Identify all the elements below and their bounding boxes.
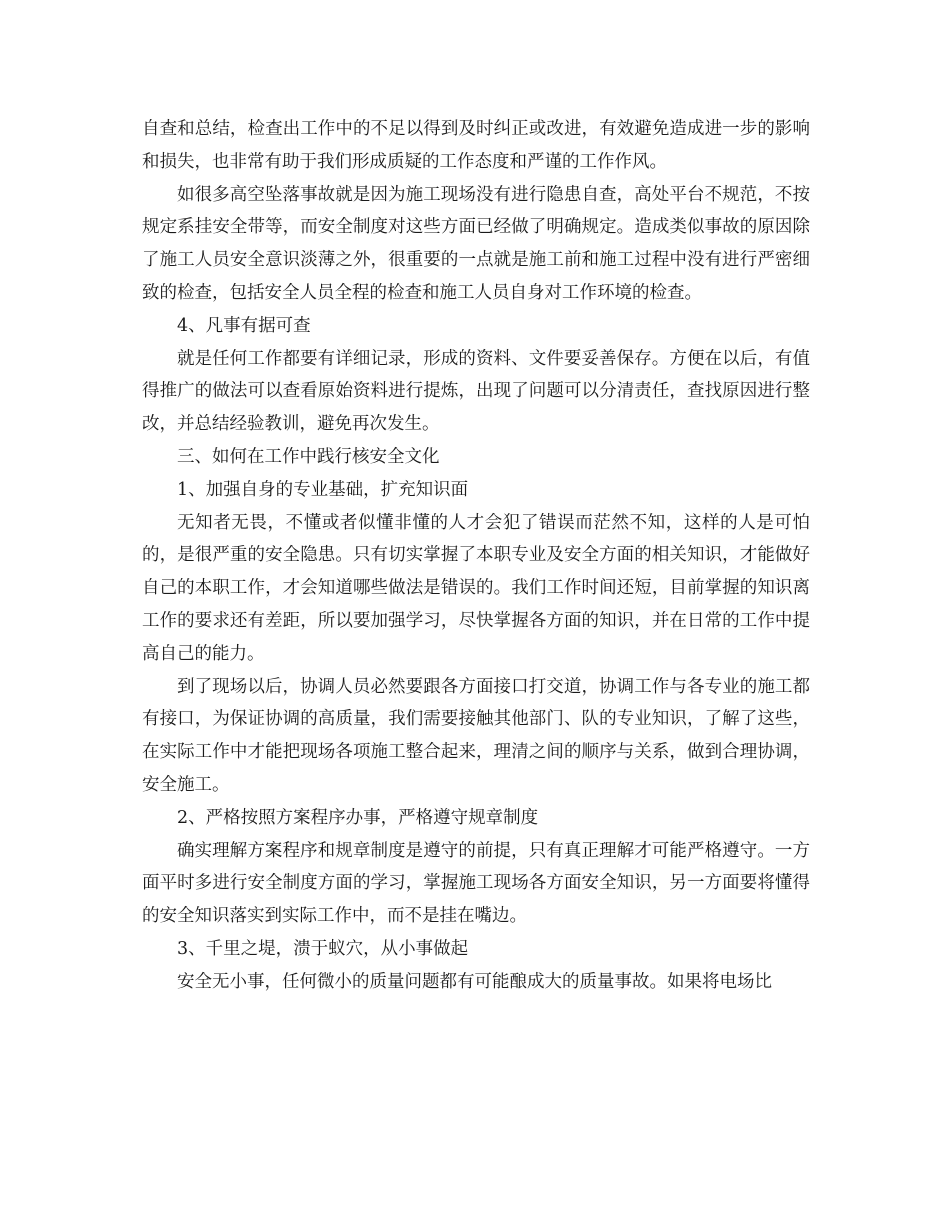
paragraph-fall-accident-example: 如很多高空坠落事故就是因为施工现场没有进行隐患自查，高处平台不规范，不按规定系挂安全带等，而安全制度对这些方面已经做了明确规定。造成类似事故的原因除了施工人员安全意识淡薄之外，很重要的一点就是施工前和施工过程中没有进行严密细致的检查，包括安全人员全程的检查和施工人员自身对工作环境的检查。 bbox=[142, 184, 810, 303]
heading-section-3-practice: 三、如何在工作中践行核安全文化 bbox=[177, 446, 440, 467]
paragraph-no-small-safety-matter: 安全无小事，任何微小的质量问题都有可能酿成大的质量事故。如果将电场比 bbox=[177, 971, 772, 992]
heading-3-small-things: 3、千里之堤，溃于蚁穴，从小事做起 bbox=[177, 938, 469, 959]
heading-1-professional-foundation: 1、加强自身的专业基础，扩充知识面 bbox=[177, 479, 469, 500]
heading-4-records: 4、凡事有据可查 bbox=[177, 315, 311, 336]
paragraph-understand-rules: 确实理解方案程序和规章制度是遵守的前提，只有真正理解才可能严格遵守。一方面平时多进行安全制度方面的学习，掌握施工现场各方面安全知识，另一方面要将懂得的安全知识落实到实际工作中，而不是挂在嘴边。 bbox=[142, 840, 810, 927]
paragraph-self-check-summary: 自查和总结，检查出工作中的不足以得到及时纠正或改进，有效避免造成进一步的影响和损失，也非常有助于我们形成质疑的工作态度和严谨的工作作风。 bbox=[142, 119, 810, 172]
paragraph-ignorance-hazard: 无知者无畏，不懂或者似懂非懂的人才会犯了错误而茫然不知，这样的人是可怕的，是很严重的安全隐患。只有切实掌握了本职专业及安全方面的相关知识，才能做好自己的本职工作，才会知道哪些做法是错误的。我们工作时间还短，目前掌握的知识离工作的要求还有差距，所以要加强学习，尽快掌握各方面的知识，并在日常的工作中提高自己的能力。 bbox=[142, 512, 810, 664]
document-body bbox=[142, 113, 810, 999]
heading-2-follow-procedures: 2、严格按照方案程序办事，严格遵守规章制度 bbox=[177, 807, 539, 828]
paragraph-detailed-records: 就是任何工作都要有详细记录，形成的资料、文件要妥善保存。方便在以后，有值得推广的做法可以查看原始资料进行提炼，出现了问题可以分清责任，查找原因进行整改，并总结经验教训，避免再次发生。 bbox=[142, 348, 810, 435]
paragraph-site-coordination: 到了现场以后，协调人员必然要跟各方面接口打交道，协调工作与各专业的施工都有接口，为保证协调的高质量，我们需要接触其他部门、队的专业知识，了解了这些，在实际工作中才能把现场各项施工整合起来，理清之间的顺序与关系，做到合理协调，安全施工。 bbox=[142, 676, 810, 795]
